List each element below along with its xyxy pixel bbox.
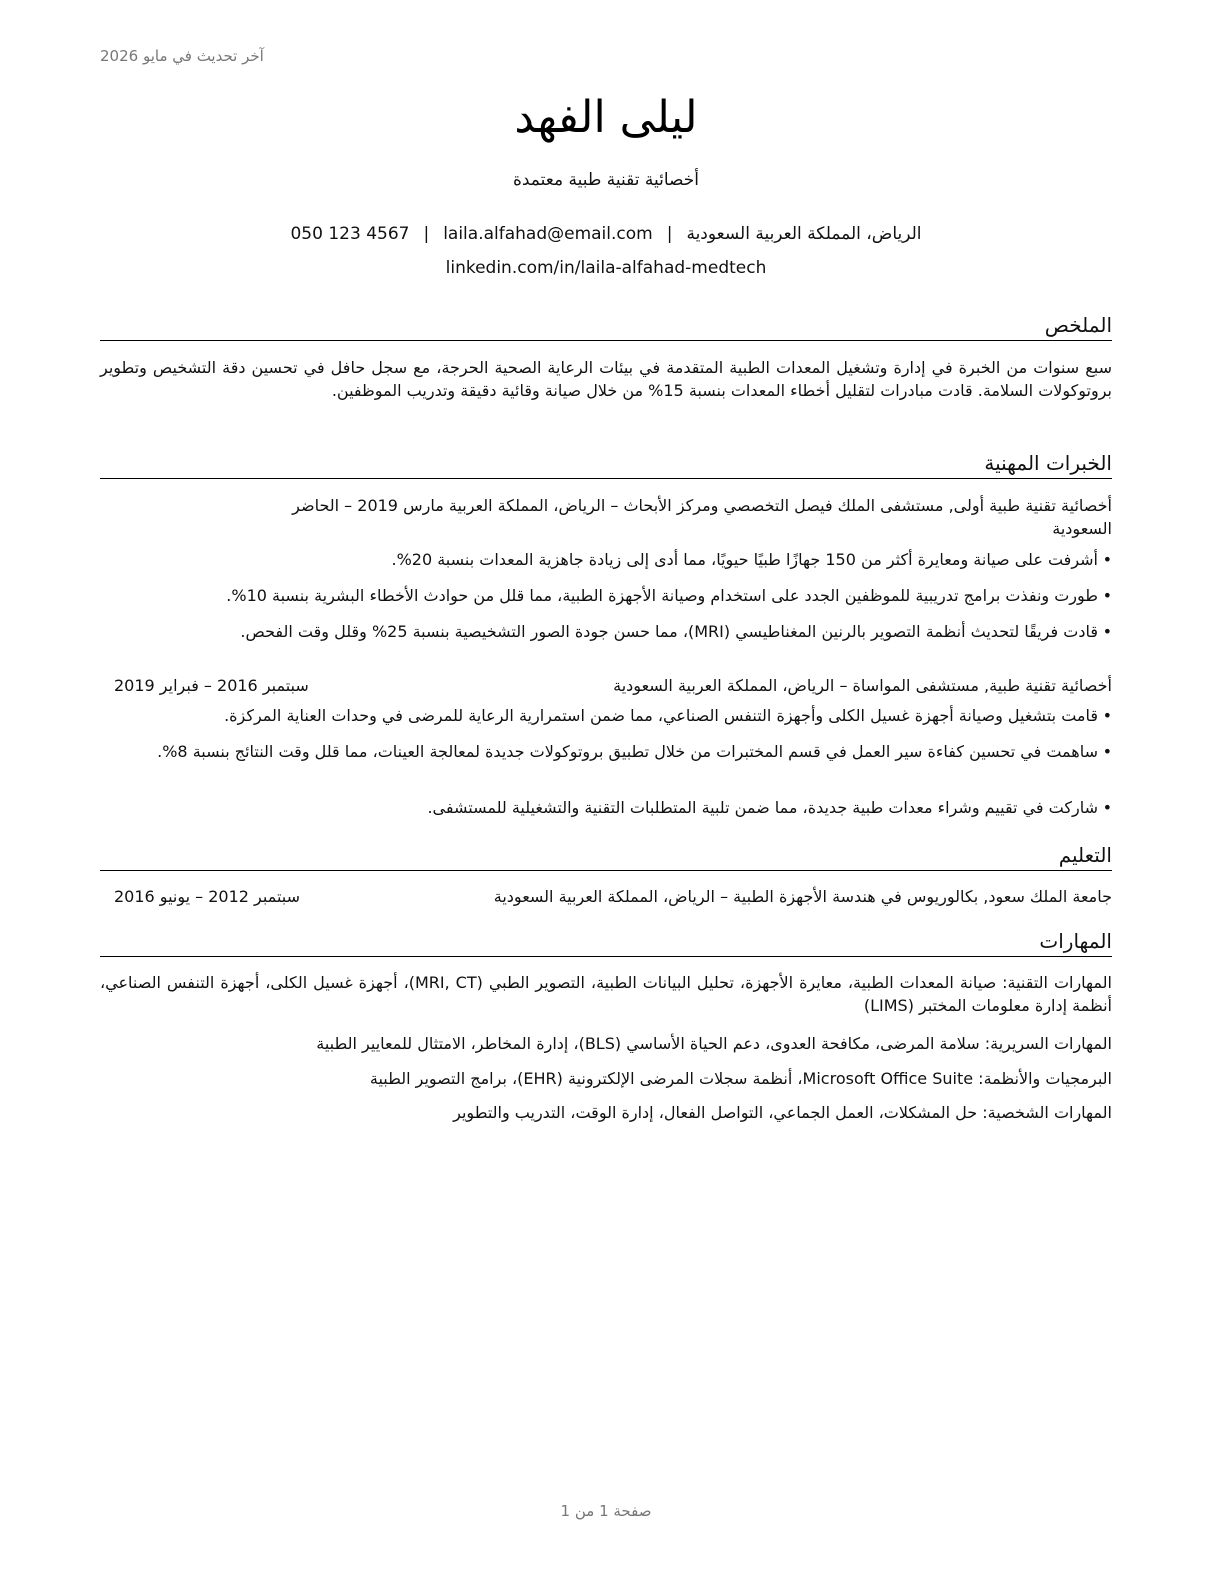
skills-line: المهارات الشخصية: حل المشكلات، العمل الجماعي، التواصل الفعال، إدارة الوقت، التدريب والتطوير — [453, 1103, 1112, 1122]
education-dates: سبتمبر 2012 – يونيو 2016 — [114, 887, 301, 906]
education-heading: التعليم — [100, 842, 1112, 871]
skills-line: البرمجيات والأنظمة: Microsoft Office Suite، أنظمة سجلات المرضى الإلكترونية (EHR)، برامج التصوير الطبية — [369, 1069, 1112, 1088]
job-bullet: • قادت فريقًا لتحديث أنظمة التصوير بالرنين المغناطيسي (MRI)، مما حسن جودة الصور التشخيصية بنسبة 25% وقلل وقت الفحص. — [240, 622, 1112, 641]
job-role: أخصائية تقنية طبية, مستشفى المواساة – الرياض، المملكة العربية السعودية — [613, 676, 1112, 695]
job-dates: سبتمبر 2016 – فبراير 2019 — [114, 676, 309, 695]
linkedin-link[interactable]: linkedin.com/in/laila-alfahad-medtech — [445, 258, 767, 278]
phone-text: 050 123 4567 — [290, 224, 410, 244]
location-text: الرياض، المملكة العربية السعودية — [686, 224, 922, 244]
candidate-name: ليلى الفهد — [514, 92, 698, 143]
skills-line: المهارات السريرية: سلامة المرضى، مكافحة العدوى، دعم الحياة الأساسي (BLS)، إدارة المخاطر، الامتثال للمعايير الطبية — [316, 1034, 1112, 1053]
job-header — [100, 674, 1112, 697]
job-bullet: • أشرفت على صيانة ومعايرة أكثر من 150 جهازًا طبيًا حيويًا، مما أدى إلى زيادة جاهزية المعدات بنسبة 20%. — [391, 550, 1112, 569]
job-bullet: • شاركت في تقييم وشراء معدات طبية جديدة، مما ضمن تلبية المتطلبات التقنية والتشغيلية للمستشفى. — [427, 798, 1112, 817]
job-header-line: أخصائية تقنية طبية أولى, مستشفى الملك فيصل التخصصي ومركز الأبحاث – الرياض، المملكة العربية مارس 2019 – الحاضر — [292, 496, 1112, 515]
job-bullet: • قامت بتشغيل وصيانة أجهزة غسيل الكلى وأجهزة التنفس الصناعي، مما ضمن استمرارية الرعاية للمرضى في وحدات العناية المركزة. — [224, 706, 1112, 725]
skills-heading: المهارات — [100, 928, 1112, 957]
contact-line — [100, 224, 1112, 244]
job-bullet: • طورت ونفذت برامج تدريبية للموظفين الجدد على استخدام وصيانة الأجهزة الطبية، مما قلل من حوادث الأخطاء البشرية بنسبة 10%. — [226, 586, 1112, 605]
skills-line: المهارات التقنية: صيانة المعدات الطبية، معايرة الأجهزة، تحليل البيانات الطبية، التصوير الطبي (MRI, CT)، أجهزة غسيل الكلى، أجهزة التنفس الصناعي، أنظمة إدارة معلومات المختبر (LIMS) — [100, 973, 1112, 1015]
page-number: صفحة 1 من 1 — [560, 1502, 652, 1520]
resume-page — [100, 0, 1112, 1584]
candidate-title: أخصائية تقنية طبية معتمدة — [512, 170, 700, 190]
education-school: جامعة الملك سعود, بكالوريوس في هندسة الأجهزة الطبية – الرياض، المملكة العربية السعودية — [493, 887, 1112, 906]
email-link[interactable]: laila.alfahad@email.com — [443, 224, 653, 244]
last-updated-note: آخر تحديث في مايو 2026 — [100, 47, 264, 65]
summary-heading: الملخص — [100, 312, 1112, 341]
experience-heading: الخبرات المهنية — [100, 450, 1112, 479]
job-header-line: السعودية — [1052, 519, 1112, 538]
separator: | — [423, 224, 430, 244]
summary-text: سبع سنوات من الخبرة في إدارة وتشغيل المعدات الطبية المتقدمة في بيئات الرعاية الصحية الحرجة، مع سجل حافل في تحسين دقة التشخيص وتطوير بروتوكولات السلامة. قادت مبادرات لتقليل أخطاء المعدات بنسبة 15% من خلال صيانة وقائية دقيقة وتدريب الموظفين. — [100, 358, 1112, 400]
job-header — [100, 494, 1112, 540]
separator: | — [666, 224, 673, 244]
education-entry — [100, 885, 1112, 908]
job-bullet: • ساهمت في تحسين كفاءة سير العمل في قسم المختبرات من خلال تطبيق بروتوكولات جديدة لمعالجة العينات، مما قلل وقت النتائج بنسبة 8%. — [157, 742, 1112, 761]
